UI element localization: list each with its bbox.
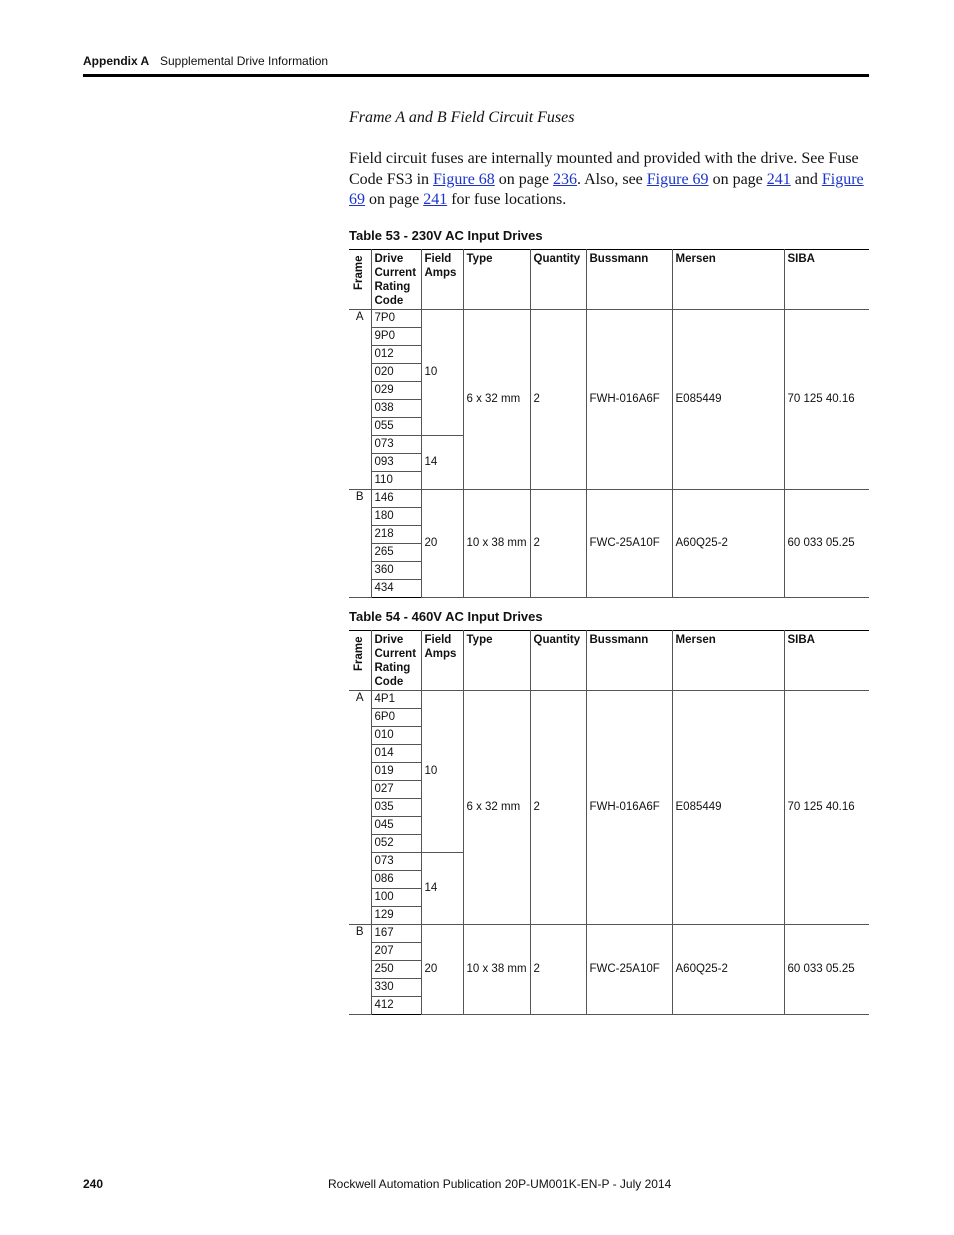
type-cell: 6 x 32 mm: [463, 691, 530, 925]
rating-code-cell: 167: [371, 925, 421, 943]
col-header-frame: [349, 631, 371, 691]
col-header-code: Drive Current Rating Code: [371, 631, 421, 691]
intro-text: and: [790, 170, 822, 188]
col-header-code: Drive Current Rating Code: [371, 250, 421, 310]
siba-cell: 70 125 40.16: [784, 691, 869, 925]
col-header-quantity: Quantity: [530, 250, 586, 310]
rating-code-cell: 146: [371, 490, 421, 508]
table-row: [349, 925, 869, 943]
intro-text: for fuse locations.: [447, 191, 567, 208]
frame-cell: B: [349, 925, 371, 1015]
mersen-cell: A60Q25-2: [672, 490, 784, 598]
table-54-caption: Table 54 - 460V AC Input Drives: [349, 609, 543, 624]
rating-code-cell: 086: [371, 871, 421, 889]
page-number: 240: [83, 1177, 104, 1191]
mersen-cell: A60Q25-2: [672, 925, 784, 1015]
table-230v-fuses: [349, 249, 869, 598]
col-header-mersen: Mersen: [672, 250, 784, 310]
col-header-type: Type: [463, 631, 530, 691]
field-amps-cell: 10: [421, 310, 463, 436]
rating-code-cell: 100: [371, 889, 421, 907]
rating-code-cell: 052: [371, 835, 421, 853]
rating-code-cell: 014: [371, 745, 421, 763]
field-amps-cell: 14: [421, 436, 463, 490]
field-amps-cell: 10: [421, 691, 463, 853]
quantity-cell: 2: [530, 490, 586, 598]
bussmann-cell: FWH-016A6F: [586, 310, 672, 490]
rating-code-cell: 207: [371, 943, 421, 961]
table-row: [349, 490, 869, 508]
rating-code-cell: 093: [371, 454, 421, 472]
col-header-frame-label: Frame: [353, 254, 365, 290]
col-header-frame: [349, 250, 371, 310]
publication-info: Rockwell Automation Publication 20P-UM001K-EN-P - July 2014: [328, 1177, 672, 1191]
bussmann-cell: FWC-25A10F: [586, 490, 672, 598]
rating-code-cell: 360: [371, 562, 421, 580]
rating-code-cell: 218: [371, 526, 421, 544]
rating-code-cell: 055: [371, 418, 421, 436]
rating-code-cell: 180: [371, 508, 421, 526]
siba-cell: 60 033 05.25: [784, 490, 869, 598]
quantity-cell: 2: [530, 310, 586, 490]
quantity-cell: 2: [530, 925, 586, 1015]
col-header-frame-label: Frame: [353, 635, 365, 671]
field-amps-cell: 14: [421, 853, 463, 925]
type-cell: 10 x 38 mm: [463, 490, 530, 598]
section-label: Supplemental Drive Information: [160, 54, 329, 68]
appendix-label: Appendix A: [83, 54, 150, 68]
link-page-236[interactable]: 236: [553, 170, 577, 188]
rating-code-cell: 035: [371, 799, 421, 817]
link-figure-68[interactable]: Figure 68: [433, 170, 495, 188]
type-cell: 6 x 32 mm: [463, 310, 530, 490]
type-cell: 10 x 38 mm: [463, 925, 530, 1015]
col-header-siba: SIBA: [784, 250, 869, 310]
rating-code-cell: 6P0: [371, 709, 421, 727]
siba-cell: 60 033 05.25: [784, 925, 869, 1015]
intro-paragraph: [349, 149, 864, 211]
col-header-amps: Field Amps: [421, 631, 463, 691]
rating-code-cell: 012: [371, 346, 421, 364]
rating-code-cell: 038: [371, 400, 421, 418]
rating-code-cell: 029: [371, 382, 421, 400]
intro-text: on page: [708, 170, 767, 188]
rating-code-cell: 7P0: [371, 310, 421, 328]
mersen-cell: E085449: [672, 310, 784, 490]
frame-cell: A: [349, 691, 371, 925]
field-amps-cell: 20: [421, 490, 463, 598]
rating-code-cell: 434: [371, 580, 421, 598]
rating-code-cell: 073: [371, 436, 421, 454]
rating-code-cell: 020: [371, 364, 421, 382]
rating-code-cell: 9P0: [371, 328, 421, 346]
page-header: [83, 52, 869, 77]
rating-code-cell: 412: [371, 997, 421, 1015]
rating-code-cell: 019: [371, 763, 421, 781]
rating-code-cell: 073: [371, 853, 421, 871]
col-header-quantity: Quantity: [530, 631, 586, 691]
mersen-cell: E085449: [672, 691, 784, 925]
rating-code-cell: 045: [371, 817, 421, 835]
field-amps-cell: 20: [421, 925, 463, 1015]
rating-code-cell: 250: [371, 961, 421, 979]
table-row: [349, 310, 869, 328]
rating-code-cell: 129: [371, 907, 421, 925]
rating-code-cell: 010: [371, 727, 421, 745]
link-figure-69-second[interactable]: Figure 69: [349, 170, 864, 208]
section-title: Frame A and B Field Circuit Fuses: [349, 109, 575, 126]
col-header-siba: SIBA: [784, 631, 869, 691]
intro-text: on page: [494, 170, 553, 188]
bussmann-cell: FWH-016A6F: [586, 691, 672, 925]
intro-text: . Also, see: [577, 170, 647, 188]
frame-cell: B: [349, 490, 371, 598]
table-row: [349, 691, 869, 709]
rating-code-cell: 265: [371, 544, 421, 562]
rating-code-cell: 110: [371, 472, 421, 490]
link-page-241[interactable]: 241: [766, 170, 791, 188]
col-header-amps: Field Amps: [421, 250, 463, 310]
col-header-bussmann: Bussmann: [586, 631, 672, 691]
col-header-mersen: Mersen: [672, 631, 784, 691]
link-figure-69[interactable]: Figure 69: [646, 170, 709, 188]
intro-text: Field circuit fuses are internally mounted and provided with the drive. See Fuse Code FS3 in: [349, 150, 859, 188]
frame-cell: A: [349, 310, 371, 490]
bussmann-cell: FWC-25A10F: [586, 925, 672, 1015]
col-header-bussmann: Bussmann: [586, 250, 672, 310]
col-header-type: Type: [463, 250, 530, 310]
rating-code-cell: 027: [371, 781, 421, 799]
siba-cell: 70 125 40.16: [784, 310, 869, 490]
rating-code-cell: 330: [371, 979, 421, 997]
intro-text: on page: [365, 191, 424, 208]
rating-code-cell: 4P1: [371, 691, 421, 709]
table-53-caption: Table 53 - 230V AC Input Drives: [349, 228, 543, 243]
link-page-241-second[interactable]: 241: [423, 191, 448, 208]
table-460v-fuses: [349, 630, 869, 1015]
quantity-cell: 2: [530, 691, 586, 925]
